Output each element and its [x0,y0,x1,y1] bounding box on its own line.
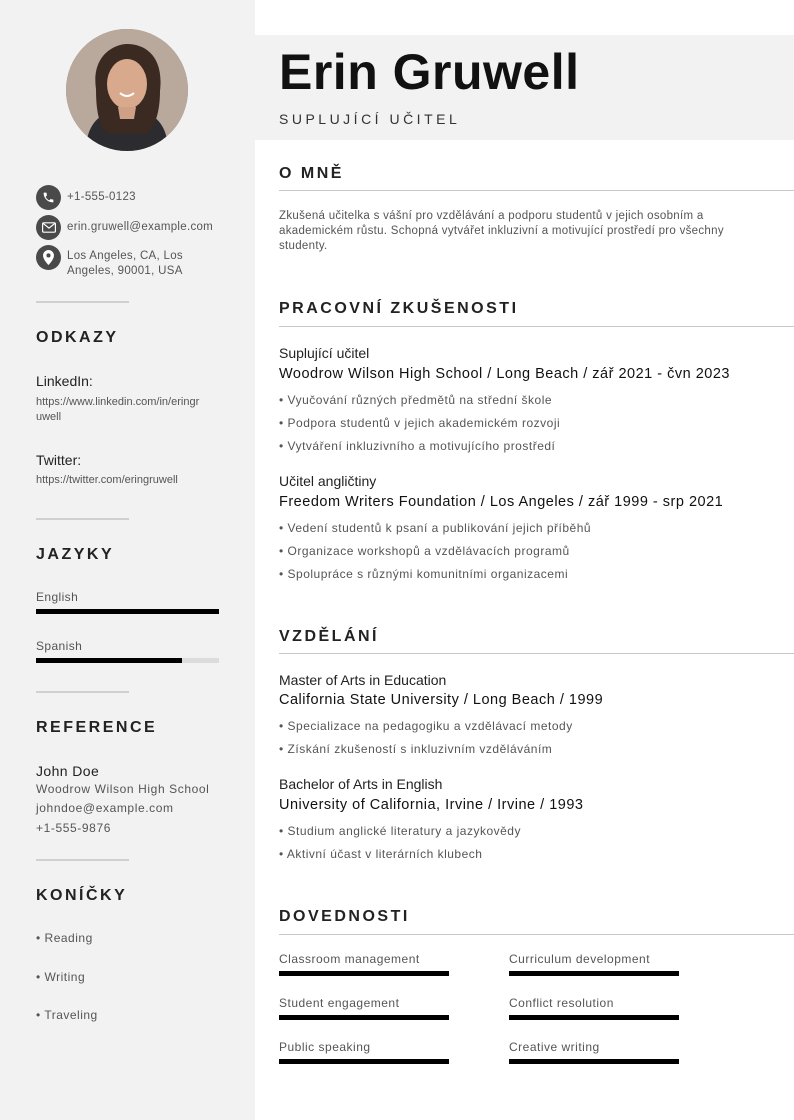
skill-level-bar [509,971,679,976]
education-bullet: • Studium anglické literatury a jazykovědy [279,824,521,838]
section-rule [279,326,794,327]
candidate-title: SUPLUJÍCÍ UČITEL [279,111,461,127]
sidebar-divider [36,859,129,861]
phone-icon [36,185,61,210]
skill-item [509,952,679,976]
linkedin-label: LinkedIn: [36,373,93,389]
contact-address [36,245,183,279]
linkedin-url[interactable] [36,395,199,425]
languages-heading: JAZYKY [36,546,115,563]
experience-heading: PRACOVNÍ ZKUŠENOSTI [279,300,519,317]
skill-level-bar [279,1015,449,1020]
contact-email [36,215,213,240]
skill-level-bar [279,971,449,976]
job-organization: Freedom Writers Foundation / Los Angeles / zář 1999 - srp 2021 [279,494,724,510]
reference-name: John Doe [36,763,100,779]
job-bullet: • Vedení studentů k psaní a publikování jejich příběhů [279,521,592,535]
job-title: Učitel angličtiny [279,473,377,489]
section-rule [279,653,794,654]
skill-name: Conflict resolution [509,996,614,1010]
language-level-fill [36,658,182,663]
skill-name: Creative writing [509,1040,600,1054]
envelope-icon [36,215,61,240]
skill-level-bar [509,1059,679,1064]
language-level-bar [36,609,219,614]
skill-name: Student engagement [279,996,400,1010]
sidebar [0,0,255,1120]
hobby-item: • Reading [36,931,93,945]
sidebar-divider [36,518,129,520]
email-text[interactable]: erin.gruwell@example.com [67,221,214,233]
skill-level-bar [279,1059,449,1064]
address-line2: Angeles, 90001, USA [67,265,183,277]
profile-photo [66,29,188,151]
links-heading: ODKAZY [36,329,119,346]
hobbies-heading: KONÍČKY [36,887,128,904]
reference-organization: Woodrow Wilson High School [36,782,210,796]
education-degree: Bachelor of Arts in English [279,776,443,792]
reference-phone: +1-555-9876 [36,821,111,835]
contact-phone [36,185,136,210]
reference-email[interactable]: johndoe@example.com [36,801,174,815]
education-degree: Master of Arts in Education [279,672,447,688]
skill-name: Curriculum development [509,952,651,966]
sidebar-divider [36,301,129,303]
skill-item [509,996,679,1020]
main-content [255,0,794,1120]
job-organization: Woodrow Wilson High School / Long Beach / zář 2021 - čvn 2023 [279,366,730,382]
candidate-name: Erin Gruwell [279,44,580,100]
language-level-fill [36,609,219,614]
location-pin-icon [36,245,61,270]
language-name: Spanish [36,639,83,653]
skill-item [279,952,449,976]
job-bullet: • Spolupráce s různými komunitními organizacemi [279,567,569,581]
skill-item [279,996,449,1020]
linkedin-url-line2[interactable]: uwell [36,411,62,423]
address-line1: Los Angeles, CA, Los [67,250,183,262]
about-text: Zkušená učitelka s vášní pro vzdělávání a podporu studentů v jejich osobním a akademickém růstu. Schopná vytvářet inkluzivní a motivující prostředí pro všechny studenty. [279,210,724,252]
about-heading: O MNĚ [279,165,344,182]
education-bullet: • Aktivní účast v literárních klubech [279,847,483,861]
reference-heading: REFERENCE [36,719,158,736]
language-level-bar [36,658,219,663]
twitter-url[interactable]: https://twitter.com/eringruwell [36,474,178,486]
job-bullet: • Podpora studentů v jejich akademickém rozvoji [279,416,561,430]
language-name: English [36,590,79,604]
address-text [67,249,183,279]
section-rule [279,190,794,191]
education-school: University of California, Irvine / Irvine / 1993 [279,797,584,813]
hobby-item: • Traveling [36,1008,98,1022]
education-bullet: • Získání zkušeností s inkluzivním vzděláváním [279,742,553,756]
job-bullet: • Organizace workshopů a vzdělávacích programů [279,544,570,558]
sidebar-divider [36,691,129,693]
skill-item [279,1040,449,1064]
hobby-item: • Writing [36,970,86,984]
section-rule [279,934,794,935]
twitter-label: Twitter: [36,452,82,468]
skill-name: Classroom management [279,952,420,966]
phone-text: +1-555-0123 [67,191,136,203]
linkedin-url-line1[interactable]: https://www.linkedin.com/in/eringr [36,396,200,408]
skill-name: Public speaking [279,1040,371,1054]
education-heading: VZDĚLÁNÍ [279,628,379,645]
education-school: California State University / Long Beach / 1999 [279,692,604,708]
skill-level-bar [509,1015,679,1020]
skill-item [509,1040,679,1064]
job-bullet: • Vyučování různých předmětů na střední škole [279,393,553,407]
job-title: Suplující učitel [279,345,370,361]
education-bullet: • Specializace na pedagogiku a vzdělávací metody [279,719,573,733]
job-bullet: • Vytváření inkluzivního a motivujícího prostředí [279,439,556,453]
skills-heading: DOVEDNOSTI [279,908,410,925]
